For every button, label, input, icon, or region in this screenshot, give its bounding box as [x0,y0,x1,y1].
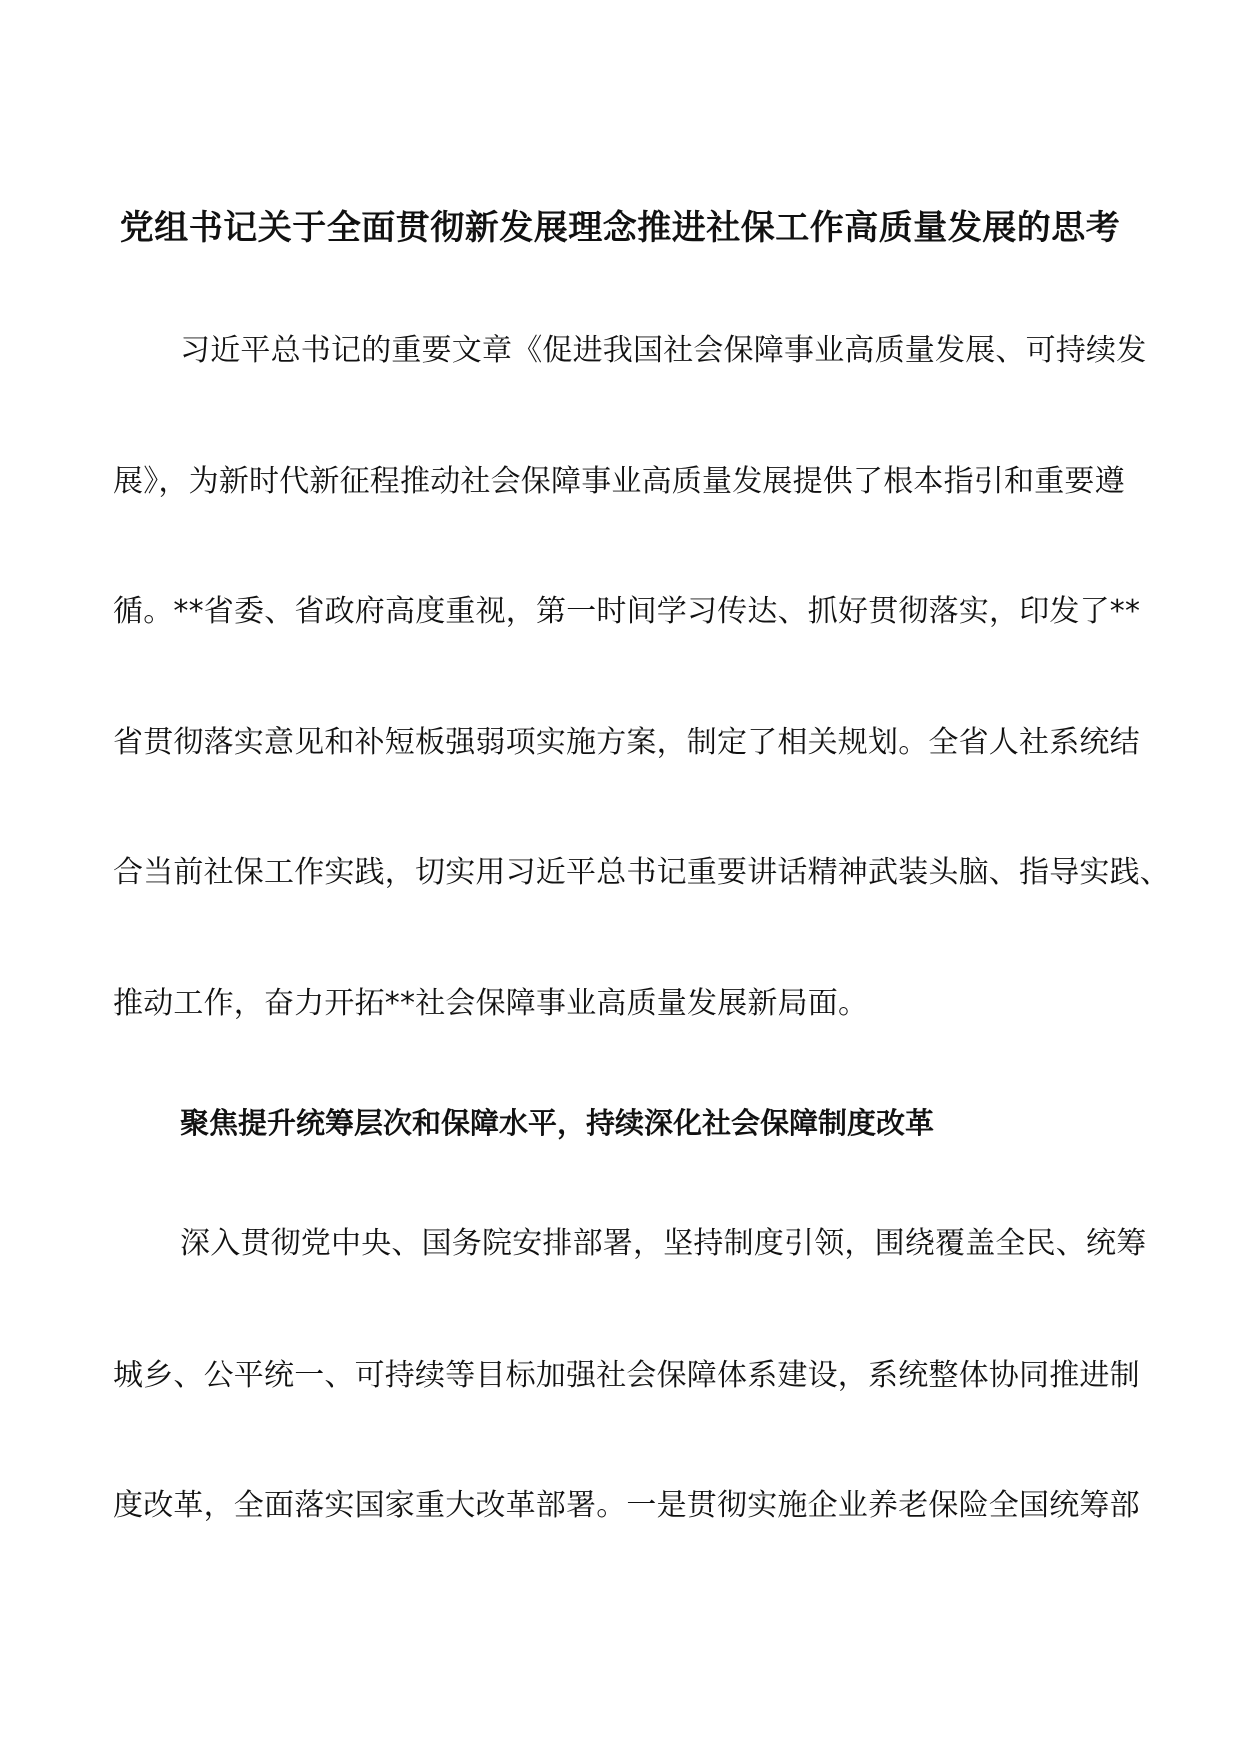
paragraph-2-line-2: 城乡、公平统一、可持续等目标加强社会保障体系建设，系统整体协同推进制 [113,1358,1140,1393]
paragraph-2-line-3: 度改革，全面落实国家重大改革部署。一是贯彻实施企业养老保险全国统筹部 [113,1488,1140,1523]
paragraph-1-line-6: 推动工作，奋力开拓**社会保障事业高质量发展新局面。 [113,986,869,1021]
paragraph-2-line-1: 深入贯彻党中央、国务院安排部署，坚持制度引领，围绕覆盖全民、统筹 [180,1226,1147,1261]
section-heading: 聚焦提升统筹层次和保障水平，持续深化社会保障制度改革 [180,1106,935,1140]
paragraph-1-line-5: 合当前社保工作实践，切实用习近平总书记重要讲话精神武装头脑、指导实践、 [113,855,1170,890]
paragraph-1-line-2: 展》，为新时代新征程推动社会保障事业高质量发展提供了根本指引和重要遵 [113,464,1125,499]
paragraph-1-line-1: 习近平总书记的重要文章《促进我国社会保障事业高质量发展、可持续发 [180,333,1147,368]
paragraph-1-line-3: 循。**省委、省政府高度重视，第一时间学习传达、抓好贯彻落实，印发了** [113,594,1141,629]
document-title: 党组书记关于全面贯彻新发展理念推进社保工作高质量发展的思考 [119,208,1121,248]
paragraph-1-line-4: 省贯彻落实意见和补短板强弱项实施方案，制定了相关规划。全省人社系统结 [113,725,1140,760]
